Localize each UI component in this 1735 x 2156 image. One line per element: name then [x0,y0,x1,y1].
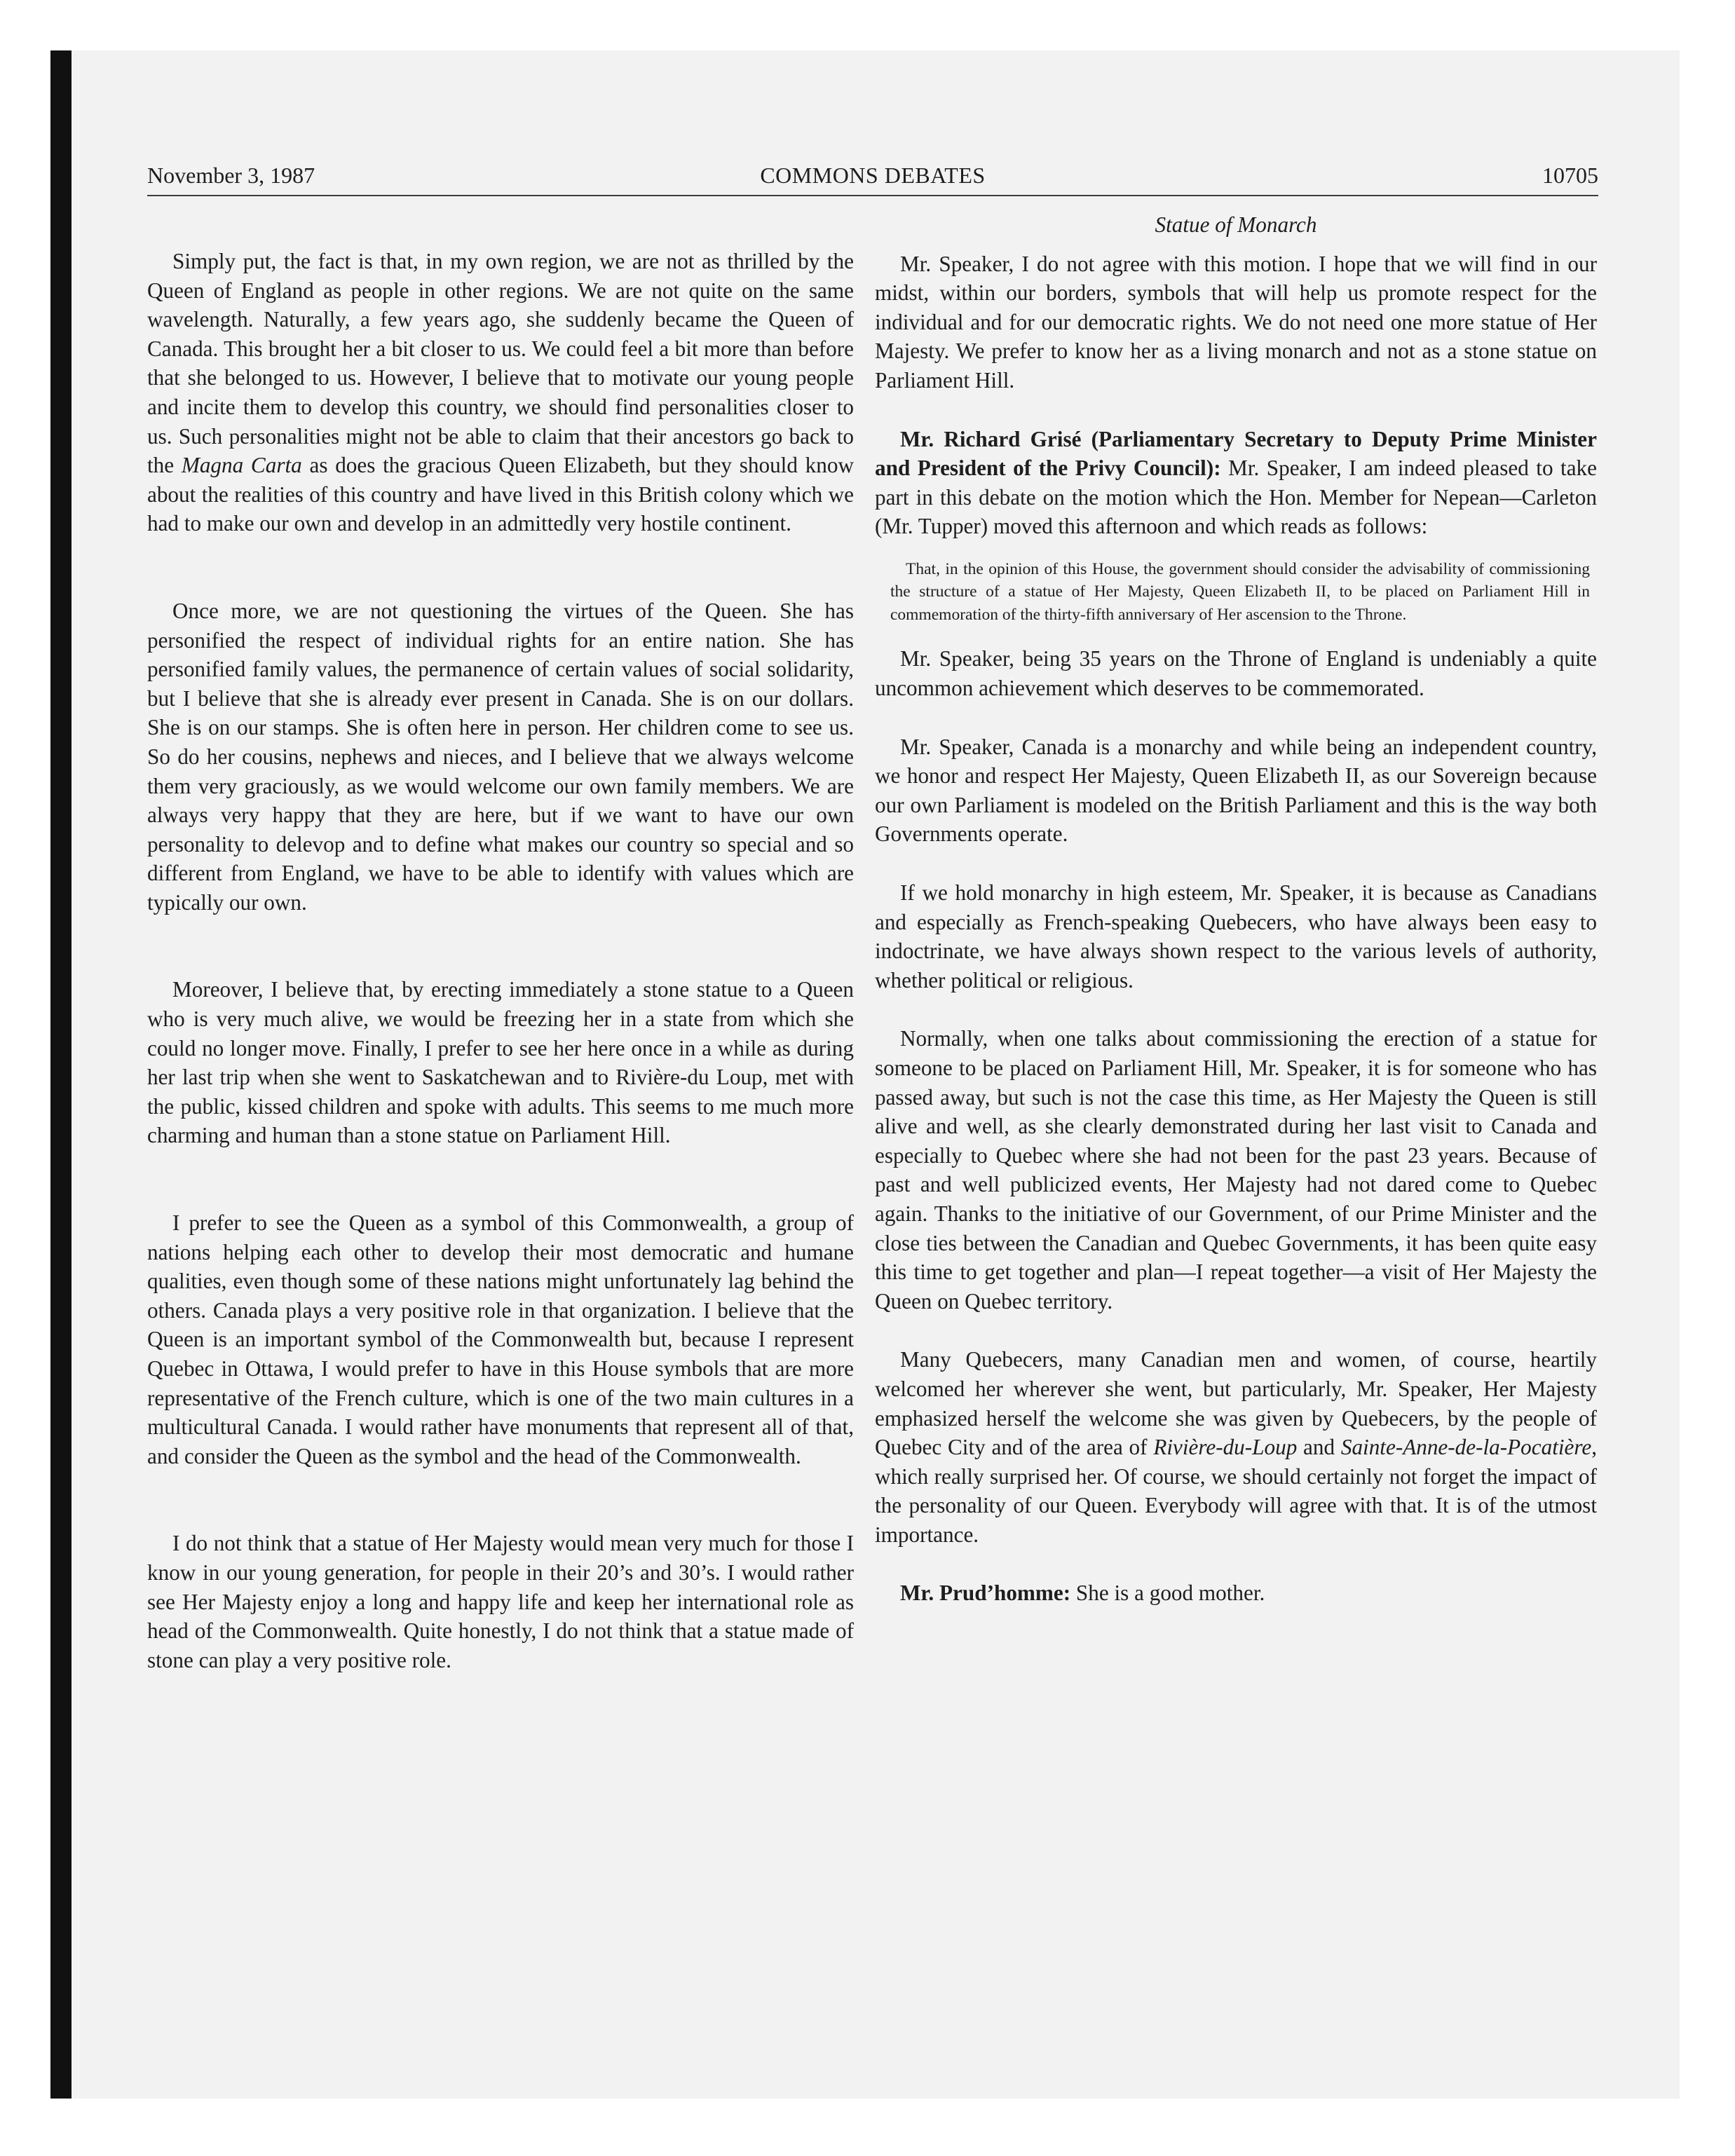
italic-term: Magna Carta [181,453,302,478]
speaker-name: Mr. Richard Grisé (Parliamentary Secretary to Deputy Prime Minister and President of the Privy Council): [875,426,1597,481]
paragraph: Mr. Speaker, Canada is a monarchy and while being an independent country, we honor and respect Her Majesty, Queen Elizabeth II, as our Sovereign because our own Parliament is modeled on the British Parliament and this is the way both Governments operate. [875,734,1597,847]
paragraph: Normally, when one talks about commissioning the erection of a statue for someone to be placed on Parliament Hill, Mr. Speaker, it is for someone who has passed away, but such is not the case this time, as Her Majesty the Queen is still alive and well, as she clearly demonstrated during her last visit to Canada and especially to Quebec where she had not been for the past 23 years. Because of past and well publicized events, Her Majesty had not dared come to Quebec again. Thanks to the initiative of our Government, of our Prime Minister and the close ties between the Canadian and Quebec Governments, it has been quite easy this time to get together and plan—I repeat together—a visit of Her Majesty the Queen on Quebec territory. [875,1026,1597,1314]
speaker-name: Mr. Prud’homme: [900,1581,1071,1606]
paragraph: Simply put, the fact is that, in my own region, we are not as thrilled by the Queen of England as people in other regions. We are not quite on the same wavelength. Naturally, a few years ago, she suddenly became the Queen of Canada. This brought her a bit closer to us. We could feel a bit more than before that she belonged to us. However, I believe that to motivate our young people and incite them to develop this country, we should find personalities closer to us. Such personalities might not be able to claim that their ancestors go back to the Magna Carta as does the gracious Queen Elizabeth, but they should know about the realities of this country and have lived in this British colony which we had to make our own and develop in an admittedly very hostile continent. [147,249,854,536]
header-date: November 3, 1987 [147,163,315,188]
paragraph: Moreover, I believe that, by erecting immediately a stone statue to a Queen who is very much alive, we would be freezing her in a state from which she could no longer move. Finally, I prefer to see her here once in a while as during her last trip when she went to Saskatchewan and to Rivière-du Loup, met with the public, kissed children and spoke with adults. This seems to me much more charming and human than a stone statue on Parliament Hill. [147,977,854,1148]
right-column [875,210,1597,1608]
paragraph: Many Quebecers, many Canadian men and women, of course, heartily welcomed her wherever she went, but particularly, Mr. Speaker, Her Majesty emphasized herself the welcome she was given by Quebecers, by the people of Quebec City and of the area of Rivière-du-Loup and Sainte-Anne-de-la-Pocatière, which really surprised her. Of course, we should certainly not forget the impact of the personality of our Queen. Everybody will agree with that. It is of the utmost importance. [875,1347,1598,1547]
paragraph: Mr. Speaker, I do not agree with this motion. I hope that we will find in our midst, within our borders, symbols that will help us promote respect for the individual and for our democratic rights. We do not need one more statue of Her Majesty. We prefer to know her as a living monarch and not as a stone statue on Parliament Hill. [875,251,1597,393]
binding-edge [50,50,72,2099]
paragraph: I prefer to see the Queen as a symbol of this Commonwealth, a group of nations helping each other to develop their most democratic and humane qualities, even though some of these nations might unfortunately lag behind the others. Canada plays a very positive role in that organization. I believe that the Queen is an important symbol of the Commonwealth but, because I represent Quebec in Ottawa, I would prefer to have in this House symbols that are more representative of the French culture, which is one of the two main cultures in a multicultural Canada. I would rather have monuments that represent all of that, and consider the Queen as the symbol and the head of the Commonwealth. [147,1210,854,1468]
place-name: Sainte-Anne-de-la-Pocatière [1340,1435,1592,1460]
motion-quote: That, in the opinion of this House, the government should consider the advisability of commissioning the structure of a statue of Her Majesty, Queen Elizabeth II, to be placed on Parliament Hill in commemoration of the thirty-fifth anniversary of Her ascension to the Throne. [890,559,1590,624]
header-title: COMMONS DEBATES [760,163,986,188]
speech-paragraph: Mr. Richard Grisé (Parliamentary Secretary to Deputy Prime Minister and President of the Privy Council): Mr. Speaker, I am indeed pleased to take part in this debate on the motion which the Hon. Member for Nepean—Carleton (Mr. Tupper) moved this afternoon and which reads as follows: [875,426,1597,539]
header-page-number: 10705 [1542,163,1598,188]
paragraph: Mr. Speaker, being 35 years on the Throne of England is undeniably a quite uncommon achievement which deserves to be commemorated. [875,646,1597,701]
left-column [147,247,854,1674]
speech-paragraph: Mr. Prud’homme: She is a good mother. [900,1581,1265,1606]
paragraph: If we hold monarchy in high esteem, Mr. Speaker, it is because as Canadians and especially as French-speaking Quebecers, who have always been easy to indoctrinate, we have always shown respect to the various levels of authority, whether political or religious. [875,880,1597,992]
running-header [147,160,1598,196]
place-name: Rivière-du-Loup [1153,1435,1298,1460]
paragraph: I do not think that a statue of Her Majesty would mean very much for those I know in our young generation, for people in their 20’s and 30’s. I would rather see Her Majesty enjoy a long and happy life and keep her international role as head of the Commonwealth. Quite honestly, I do not think that a statue made of stone can play a very positive role. [147,1531,854,1672]
section-title: Statue of Monarch [1155,212,1317,237]
paragraph: Once more, we are not questioning the virtues of the Queen. She has personified the respect of individual rights for an entire nation. She has personified family values, the permanence of certain values of social solidarity, but I believe that she is already ever present in Canada. She is on our dollars. She is on our stamps. She is often here in person. Her children come to see us. So do her cousins, nephews and nieces, and I believe that we always welcome them very graciously, as we would welcome our own family members. We are always very happy that they are here, but if we want to have our own personality to delevop and to define what makes our country so special and so different from England, we have to be able to identify with values which are typically our own. [147,598,854,915]
